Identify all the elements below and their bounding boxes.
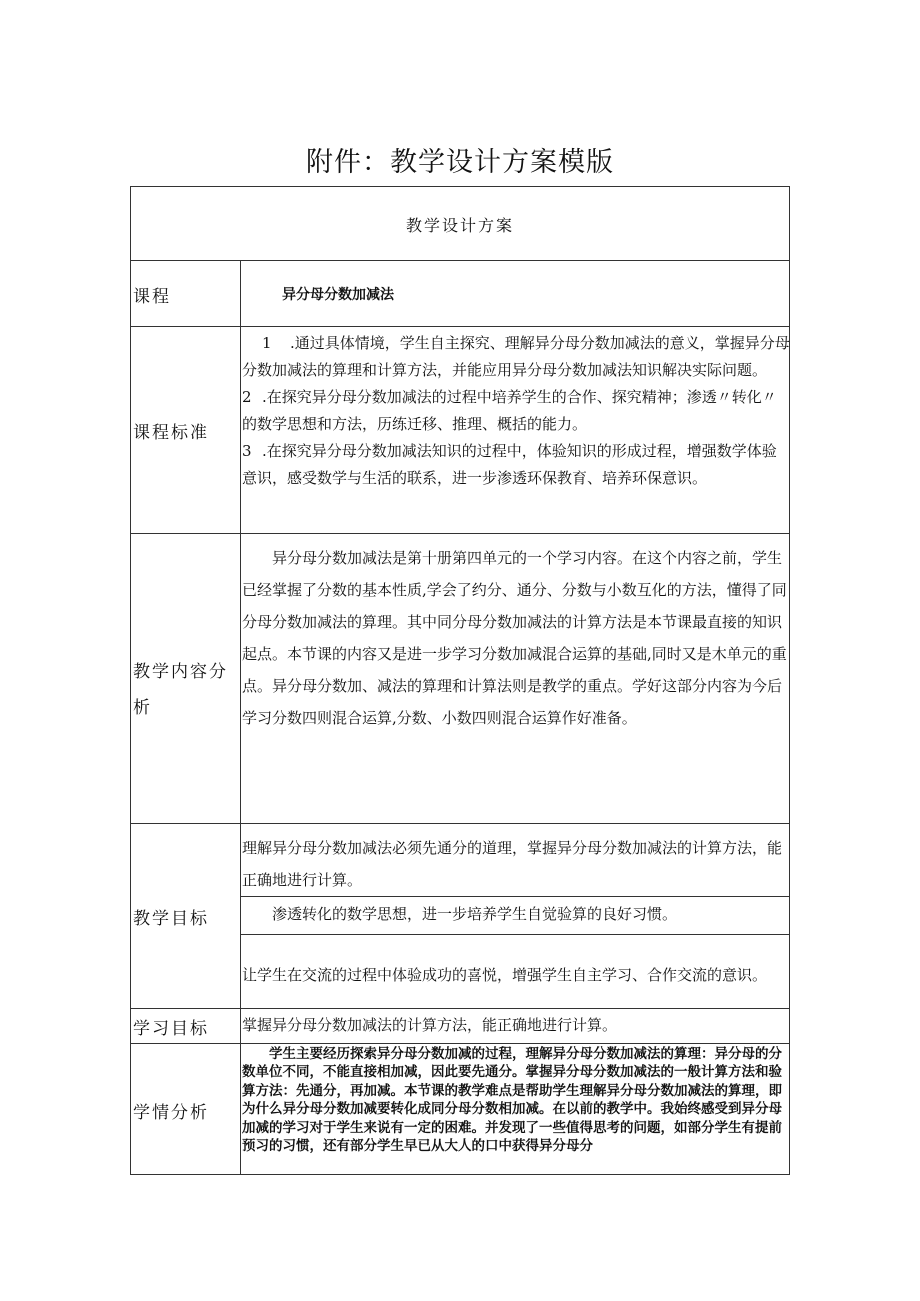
content-analysis-text: 异分母分数加减法是第十册第四单元的一个学习内容。在这个内容之前，学生已经掌握了分数的基本性质,学会了约分、通分、分数与小数互化的方法，懂得了同分母分数加减法的算理。其中同分母分数加减法的计算方法是本节课最直接的知识起点。本节课的内容又是进一步学习分数加减混合运算的基础,同时又是木单元的重点。异分母分数加、减法的算理和计算法则是教学的重点。学好这部分内容为今后学习分数四则混合运算,分数、小数四则混合运算作好准备。 bbox=[242, 549, 787, 727]
row-divider bbox=[130, 1043, 790, 1044]
goal-divider bbox=[240, 896, 790, 897]
teaching-goal: 渗透转化的数学思想，进一步培养学生自觉验算的良好习惯。 bbox=[272, 905, 678, 923]
standard-item bbox=[242, 438, 790, 492]
standard-item-number: 2 bbox=[242, 388, 252, 406]
row-divider bbox=[130, 533, 790, 534]
standard-item bbox=[242, 384, 790, 438]
content-analysis-label: 教学内容分析 bbox=[133, 662, 228, 718]
course-value: 异分母分数加减法 bbox=[282, 287, 394, 303]
teaching-goals-label: 教学目标 bbox=[133, 909, 209, 929]
learning-goals-text: 掌握异分母分数加减法的计算方法，能正确地进行计算。 bbox=[242, 1016, 618, 1034]
standard-item-number: 3 bbox=[242, 442, 252, 460]
table-header: 教学设计方案 bbox=[405, 216, 514, 235]
learner-analysis-text: 学生主要经历探索异分母分数加减的过程，理解异分母分数加减法的算理：异分母的分数单位不同，不能直接相加减，因此要先通分。掌握异分母分数加减法的一般计算方法和验算方法：先通分，再加减。本节课的教学难点是帮助学生理解异分母分数加减法的算理，即为什么异分母分数加减要转化成同分母分数相加减。在以前的教学中。我始终感受到异分母加减的学习对于学生来说有一定的困难。并发现了一些值得思考的问题，如部分学生有提前预习的习惯，还有部分学生早已从大人的口中获得异分母分 bbox=[242, 1046, 782, 1155]
learner-analysis-label: 学情分析 bbox=[133, 1103, 209, 1123]
learning-goals-label: 学习目标 bbox=[133, 1019, 209, 1039]
row-divider bbox=[130, 823, 790, 824]
standard-item-text: .在探究异分母分数加减法的过程中培养学生的合作、探究精神；渗透〃转化〃的数学思想和方法，历练迁移、推理、概括的能力。 bbox=[242, 388, 777, 433]
row-divider bbox=[130, 260, 790, 261]
standard-item-text: .通过具体情境，学生自主探究、理解异分母分数加减法的意义，掌握异分母分数加减法的算理和计算方法，并能应用异分母分数加减法知识解决实际问题。 bbox=[242, 334, 790, 379]
standard-label: 课程标准 bbox=[133, 423, 209, 443]
document-title: 附件：教学设计方案模版 bbox=[306, 147, 614, 178]
teaching-goal: 理解异分母分数加减法必须先通分的道理，掌握异分母分数加减法的计算方法，能正确地进行计算。 bbox=[242, 839, 783, 889]
goal-divider bbox=[240, 934, 790, 935]
standard-item-number: 1 bbox=[262, 334, 272, 352]
standard-item bbox=[242, 330, 790, 384]
row-divider bbox=[130, 1008, 790, 1009]
row-divider bbox=[130, 326, 790, 327]
standard-content bbox=[242, 330, 790, 492]
standard-item-text: .在探究异分母分数加减法知识的过程中，体验知识的形成过程，增强数学体验意识，感受数学与生活的联系，进一步渗透环保教育、培养环保意识。 bbox=[242, 442, 777, 487]
column-divider bbox=[240, 260, 241, 1175]
course-label: 课程 bbox=[133, 287, 171, 307]
teaching-goal: 让学生在交流的过程中体验成功的喜悦，增强学生自主学习、合作交流的意识。 bbox=[242, 966, 768, 984]
